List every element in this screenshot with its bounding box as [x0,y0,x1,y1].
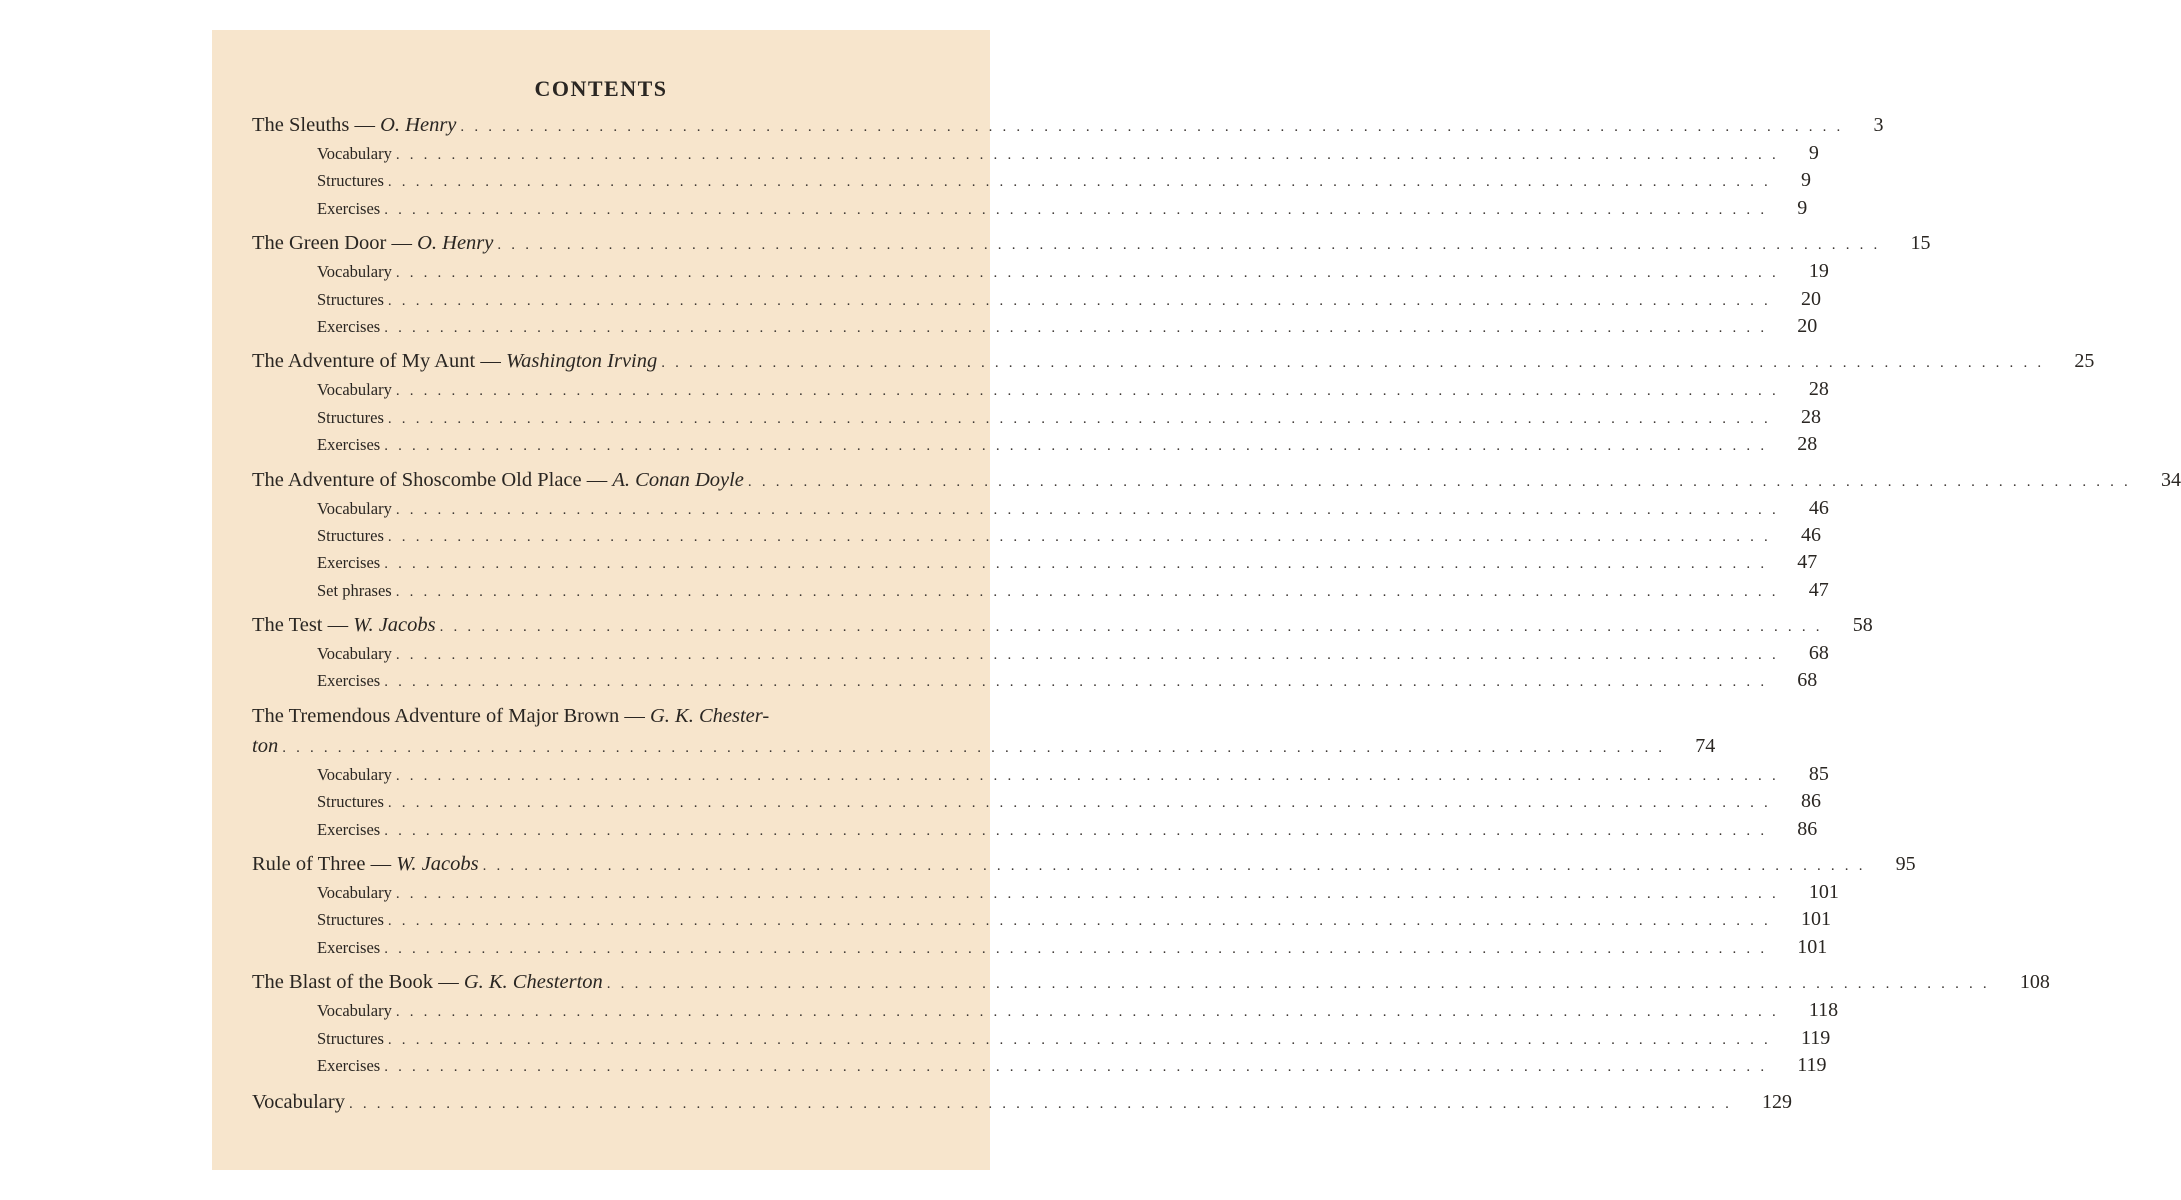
toc-sub-row[interactable] [252,405,1821,433]
toc-story-row[interactable] [252,971,2050,999]
sub-label: Structures [317,289,384,309]
toc-final-row[interactable] [252,1091,1793,1119]
story-title: The Blast of the Book [252,971,434,994]
page-number: 101 [1808,881,1839,904]
page-number: 9 [1800,169,1811,192]
dash: — [354,114,375,136]
dot-leader: . . . . . . . . . . . . . . . . . . . . . . . . . . . . . . . . . . . . . . . . . . . . . . . . . . . . . . . . . . . . . . . . . . . . . . . . . . . . . . . . . . . . . . . . . . . . . . . . . . . . [384,940,1768,957]
toc-story [252,971,2050,1081]
toc-sub-row[interactable] [252,287,1821,315]
page-number: 20 [1797,314,1818,337]
sub-label: Exercises [317,819,381,839]
sub-label: Vocabulary [317,144,392,163]
story-title: Rule of Three [252,853,366,876]
toc-sub-row[interactable] [252,523,1821,551]
dot-leader: . . . . . . . . . . . . . . . . . . . . . . . . . . . . . . . . . . . . . . . . . . . . . . . . . . . . . . . . . . . . . . . . . . . . . . . . . . . . . . . . . . . . . . . . . . . . . . . . . . . . [395,383,1779,400]
toc-story [252,614,1873,697]
story-author: W. Jacobs [396,853,479,876]
page-number: 68 [1808,642,1829,665]
toc-sub-row[interactable] [252,908,1831,935]
dot-leader: . . . . . . . . . . . . . . . . . . . . . . . . . . . . . . . . . . . . . . . . . . . . . . . . . . . . . . . . . . . . . . . . . . . . . . . . . . . . . . . . . . . . . . . . . . . . . . . . . . . . [395,147,1779,163]
dot-leader: . . . . . . . . . . . . . . . . . . . . . . . . . . . . . . . . . . . . . . . . . . . . . . . . . . . . . . . . . . . . . . . . . . . . . . . . . . . . . . . . . . . . . . . . . . . . . . . . . . . . [497,237,1881,254]
page-number: 74 [1695,734,1716,757]
story-author: O. Henry [380,114,457,136]
page-number: 46 [1800,523,1821,546]
story-title: The Green Door [252,232,387,255]
sub-label: Exercises [317,553,381,573]
toc-story-row[interactable] [252,350,2095,378]
toc-sub-row[interactable] [252,881,1839,908]
sub-label: Exercises [317,198,381,218]
toc-sub-row[interactable] [252,999,1839,1026]
dot-leader: . . . . . . . . . . . . . . . . . . . . . . . . . . . . . . . . . . . . . . . . . . . . . . . . . . . . . . . . . . . . . . . . . . . . . . . . . . . . . . . . . . . . . . . . . . . . . . . . . . . . [387,795,1771,812]
sub-label: Vocabulary [317,1001,392,1021]
dot-leader: . . . . . . . . . . . . . . . . . . . . . . . . . . . . . . . . . . . . . . . . . . . . . . . . . . . . . . . . . . . . . . . . . . . . . . . . . . . . . . . . . . . . . . . . . . . . . . . . . . . . [384,319,1768,336]
toc-story [252,853,1916,963]
dot-leader: . . . . . . . . . . . . . . . . . . . . . . . . . . . . . . . . . . . . . . . . . . . . . . . . . . . . . . . . . . . . . . . . . . . . . . . . . . . . . . . . . . . . . . . . . . . . . . . . . . . . [387,528,1771,545]
book-page [212,30,2181,1170]
dot-leader: . . . . . . . . . . . . . . . . . . . . . . . . . . . . . . . . . . . . . . . . . . . . . . . . . . . . . . . . . . . . . . . . . . . . . . . . . . . . . . . . . . . . . . . . . . . . . . . . . . . . [384,822,1768,839]
toc-sub-row[interactable] [252,496,1829,524]
toc-sub-row[interactable] [252,578,1829,606]
dot-leader: . . . . . . . . . . . . . . . . . . . . . . . . . . . . . . . . . . . . . . . . . . . . . . . . . . . . . . . . . . . . . . . . . . . . . . . . . . . . . . . . . . . . . . . . . . . . . . . . . . . . [387,913,1771,930]
sub-label: Exercises [317,671,381,691]
story-author-continued: ton [252,734,279,757]
dot-leader: . . . . . . . . . . . . . . . . . . . . . . . . . . . . . . . . . . . . . . . . . . . . . . . . . . . . . . . . . . . . . . . . . . . . . . . . . . . . . . . . . . . . . . . . . . . . . . . . . . . . [395,647,1779,664]
page-title: CONTENTS [534,76,668,101]
page-number: 19 [1808,260,1829,283]
page-number: 28 [1808,378,1829,401]
sub-label: Structures [317,171,384,191]
dot-leader: . . . . . . . . . . . . . . . . . . . . . . . . . . . . . . . . . . . . . . . . . . . . . . . . . . . . . . . . . . . . . . . . . . . . . . . . . . . . . . . . . . . . . . . . . . . . . . . . . . . . [384,438,1768,455]
sub-label: Structures [317,910,384,930]
toc-sub-row[interactable] [252,762,1829,790]
sub-label: Structures [317,407,384,427]
toc-sub-row[interactable] [252,817,1818,845]
dot-leader: . . . . . . . . . . . . . . . . . . . . . . . . . . . . . . . . . . . . . . . . . . . . . . . . . . . . . . . . . . . . . . . . . . . . . . . . . . . . . . . . . . . . . . . . . . . . . . . . . . . . [387,410,1771,427]
toc-story-row[interactable] [252,614,1873,642]
page-number: 47 [1808,578,1829,601]
toc-story [252,350,2095,460]
story-title: The Tremendous Adventure of Major Brown [252,704,620,727]
story-author: A. Conan Doyle [612,468,744,491]
dot-leader: . . . . . . . . . . . . . . . . . . . . . . . . . . . . . . . . . . . . . . . . . . . . . . . . . . . . . . . . . . . . . . . . . . . . . . . . . . . . . . . . . . . . . . . . . . . . . . . . . . . . [395,501,1779,518]
sub-label: Exercises [317,1055,381,1075]
sub-label: Exercises [317,435,381,455]
dot-leader: . . . . . . . . . . . . . . . . . . . . . . . . . . . . . . . . . . . . . . . . . . . . . . . . . . . . . . . . . . . . . . . . . . . . . . . . . . . . . . . . . . . . . . . . . . . . . . . . . . . . [384,1058,1768,1075]
toc-story-row[interactable] [252,853,1916,881]
dot-leader: . . . . . . . . . . . . . . . . . . . . . . . . . . . . . . . . . . . . . . . . . . . . . . . . . . . . . . . . . . . . . . . . . . . . . . . . . . . . . . . . . . . . . . . . . . . . . . . . . . . . [282,739,1666,756]
toc-sub-row[interactable] [252,314,1818,342]
sub-label: Vocabulary [317,644,392,664]
page-number: 25 [2074,350,2095,373]
page-number: 28 [1797,433,1818,456]
sub-label: Exercises [317,316,381,336]
toc-sub-row[interactable] [252,260,1829,287]
dot-leader: . . . . . . . . . . . . . . . . . . . . . . . . . . . . . . . . . . . . . . . . . . . . . . . . . . . . . . . . . . . . . . . . . . . . . . . . . . . . . . . . . . . . . . . . . . . . . . . . . . . . [384,556,1768,573]
sub-label: Structures [317,525,384,545]
toc-sub-row[interactable] [252,1053,1827,1081]
story-author: Washington Irving [505,350,658,373]
dash: — [370,853,392,876]
sub-label: Vocabulary [317,380,392,400]
page-number: 20 [1800,287,1821,310]
dot-leader: . . . . . . . . . . . . . . . . . . . . . . . . . . . . . . . . . . . . . . . . . . . . . . . . . . . . . . . . . . . . . . . . . . . . . . . . . . . . . . . . . . . . . . . . . . . . . . . . . . . . [395,583,1779,600]
toc-sub-row[interactable] [252,642,1829,669]
final-label: Vocabulary [252,1091,345,1114]
page-number: 118 [1808,999,1839,1022]
sub-label: Vocabulary [317,764,392,784]
dot-leader: . . . . . . . . . . . . . . . . . . . . . . . . . . . . . . . . . . . . . . . . . . . . . . . . . . . . . . . . . . . . . . . . . . . . . . . . . . . . . . . . . . . . . . . . . . . . . . . . . . . . [348,1096,1733,1113]
page-number: 86 [1797,817,1818,840]
page-number: 68 [1797,669,1818,692]
toc-story-row[interactable] [252,114,1884,142]
dot-leader: . . . . . . . . . . . . . . . . . . . . . . . . . . . . . . . . . . . . . . . . . . . . . . . . . . . . . . . . . . . . . . . . . . . . . . . . . . . . . . . . . . . . . . . . . . . . . . . . . . . . [395,767,1779,784]
toc-story [252,468,2181,607]
dot-leader: . . . . . . . . . . . . . . . . . . . . . . . . . . . . . . . . . . . . . . . . . . . . . . . . . . . . . . . . . . . . . . . . . . . . . . . . . . . . . . . . . . . . . . . . . . . . . . . . . . . . [387,292,1771,309]
sub-label: Vocabulary [317,262,392,282]
page-number: 86 [1800,790,1821,813]
dash: — [624,704,645,727]
story-title: The Test [252,614,323,637]
sub-label: Structures [317,1028,384,1048]
story-author: G. K. Chesterton [463,971,603,994]
toc-story-row[interactable] [252,705,970,735]
page-number: 95 [1895,853,1916,876]
toc-story-row[interactable] [252,232,1931,260]
story-author: O. Henry [417,232,494,255]
dash: — [438,971,459,994]
page-number: 9 [1797,196,1808,219]
page-number: 108 [2019,971,2050,994]
dash: — [480,350,501,373]
toc-story-row-continued[interactable] [252,734,1716,763]
page-number: 46 [1808,496,1829,519]
toc-sub-row[interactable] [252,433,1818,460]
page-number: 101 [1797,935,1828,958]
page-number: 58 [1852,614,1873,637]
toc-sub-row[interactable] [252,142,1819,169]
toc-story [252,704,1829,845]
sub-label: Set phrases [317,580,392,600]
toc-sub-row[interactable] [252,196,1808,224]
toc-story [252,114,1884,224]
dot-leader: . . . . . . . . . . . . . . . . . . . . . . . . . . . . . . . . . . . . . . . . . . . . . . . . . . . . . . . . . . . . . . . . . . . . . . . . . . . . . . . . . . . . . . . . . . . . . . . . . . . . [384,201,1768,218]
dot-leader: . . . . . . . . . . . . . . . . . . . . . . . . . . . . . . . . . . . . . . . . . . . . . . . . . . . . . . . . . . . . . . . . . . . . . . . . . . . . . . . . . . . . . . . . . . . . . . . . . . . . [747,473,2131,490]
dot-leader: . . . . . . . . . . . . . . . . . . . . . . . . . . . . . . . . . . . . . . . . . . . . . . . . . . . . . . . . . . . . . . . . . . . . . . . . . . . . . . . . . . . . . . . . . . . . . . . . . . . . [384,674,1768,691]
toc-sub-row[interactable] [252,669,1818,696]
page-number: 119 [1800,1026,1831,1049]
story-title: The Sleuths [252,114,350,136]
dot-leader: . . . . . . . . . . . . . . . . . . . . . . . . . . . . . . . . . . . . . . . . . . . . . . . . . . . . . . . . . . . . . . . . . . . . . . . . . . . . . . . . . . . . . . . . . . . . . . . . . . . . [439,619,1823,636]
toc-sub-row[interactable] [252,551,1818,578]
dash: — [391,232,412,255]
page-number: 3 [1873,114,1884,136]
dash: — [586,468,608,491]
dot-leader: . . . . . . . . . . . . . . . . . . . . . . . . . . . . . . . . . . . . . . . . . . . . . . . . . . . . . . . . . . . . . . . . . . . . . . . . . . . . . . . . . . . . . . . . . . . . . . . . . . . . [387,1031,1771,1048]
sub-label: Vocabulary [317,883,392,903]
dot-leader: . . . . . . . . . . . . . . . . . . . . . . . . . . . . . . . . . . . . . . . . . . . . . . . . . . . . . . . . . . . . . . . . . . . . . . . . . . . . . . . . . . . . . . . . . . . . . . . . . . . . [395,1004,1779,1021]
page-number: 119 [1797,1053,1827,1076]
sub-label: Exercises [317,937,381,957]
dot-leader: . . . . . . . . . . . . . . . . . . . . . . . . . . . . . . . . . . . . . . . . . . . . . . . . . . . . . . . . . . . . . . . . . . . . . . . . . . . . . . . . . . . . . . . . . . . . . . . . . . . . [460,119,1844,135]
page-number: 9 [1808,142,1819,164]
dot-leader: . . . . . . . . . . . . . . . . . . . . . . . . . . . . . . . . . . . . . . . . . . . . . . . . . . . . . . . . . . . . . . . . . . . . . . . . . . . . . . . . . . . . . . . . . . . . . . . . . . . . [395,265,1779,282]
dot-leader: . . . . . . . . . . . . . . . . . . . . . . . . . . . . . . . . . . . . . . . . . . . . . . . . . . . . . . . . . . . . . . . . . . . . . . . . . . . . . . . . . . . . . . . . . . . . . . . . . . . . [661,355,2045,372]
toc-sub-row[interactable] [252,790,1821,817]
sub-label: Vocabulary [317,498,392,518]
page-number: 101 [1800,908,1831,931]
toc-sub-row[interactable] [252,935,1828,963]
dot-leader: . . . . . . . . . . . . . . . . . . . . . . . . . . . . . . . . . . . . . . . . . . . . . . . . . . . . . . . . . . . . . . . . . . . . . . . . . . . . . . . . . . . . . . . . . . . . . . . . . . . . [387,174,1771,191]
dash: — [327,614,349,637]
page-number: 129 [1762,1091,1793,1114]
story-title: The Adventure of Shoscombe Old Place [252,468,582,491]
toc-sub-row[interactable] [252,169,1811,196]
story-author: G. K. Chester- [650,704,770,727]
dot-leader: . . . . . . . . . . . . . . . . . . . . . . . . . . . . . . . . . . . . . . . . . . . . . . . . . . . . . . . . . . . . . . . . . . . . . . . . . . . . . . . . . . . . . . . . . . . . . . . . . . . . [395,886,1779,903]
page-number: 85 [1808,762,1829,785]
toc-story [252,232,1931,342]
story-author: W. Jacobs [353,614,436,637]
story-title: The Adventure of My Aunt [252,350,476,373]
dot-leader: . . . . . . . . . . . . . . . . . . . . . . . . . . . . . . . . . . . . . . . . . . . . . . . . . . . . . . . . . . . . . . . . . . . . . . . . . . . . . . . . . . . . . . . . . . . . . . . . . . . . [606,976,1990,993]
table-of-contents [252,114,2181,1119]
toc-sub-row[interactable] [252,1026,1831,1054]
page-number: 28 [1800,405,1821,428]
dot-leader: . . . . . . . . . . . . . . . . . . . . . . . . . . . . . . . . . . . . . . . . . . . . . . . . . . . . . . . . . . . . . . . . . . . . . . . . . . . . . . . . . . . . . . . . . . . . . . . . . . . . [482,858,1866,875]
sub-label: Structures [317,792,384,812]
toc-story-row[interactable] [252,468,2181,497]
page-number: 15 [1910,232,1931,255]
page-number: 34 [2160,468,2181,491]
toc-sub-row[interactable] [252,378,1829,405]
page-number: 47 [1797,551,1818,574]
